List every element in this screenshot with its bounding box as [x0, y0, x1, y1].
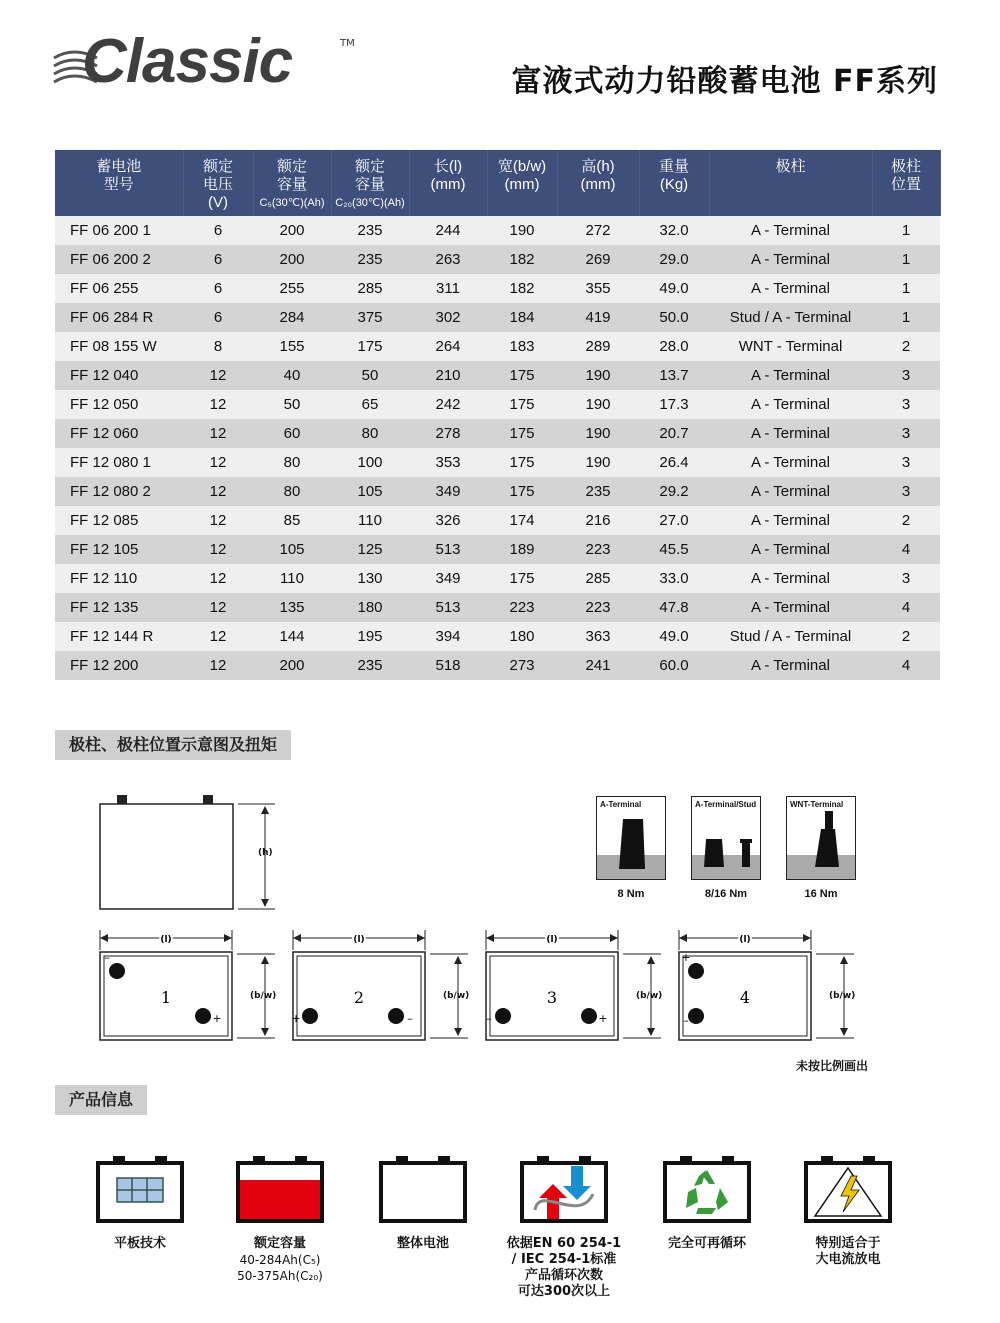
table-cell: 235: [557, 477, 639, 506]
table-row: [55, 419, 940, 448]
table-cell: 80: [253, 448, 331, 477]
section-label-terminals: 极柱、极柱位置示意图及扭矩: [55, 730, 291, 760]
header-text: 重量: [658, 158, 689, 175]
table-cell: 4: [872, 593, 940, 622]
table-row: [55, 361, 940, 390]
table-cell: 12: [183, 651, 253, 680]
table-cell: 40: [253, 361, 331, 390]
table-cell: 263: [409, 245, 487, 274]
column-header: [639, 150, 709, 216]
table-cell: 311: [409, 274, 487, 303]
brand-logo: [52, 27, 362, 96]
model-cell: FF 06 255: [55, 274, 183, 303]
table-row: [55, 564, 940, 593]
table-cell: 8: [183, 332, 253, 361]
table-cell: 353: [409, 448, 487, 477]
table-cell: 513: [409, 535, 487, 564]
plus-sign: +: [291, 1012, 301, 1025]
model-cell: FF 06 284 R: [55, 303, 183, 332]
plus-sign: +: [598, 1012, 608, 1025]
feature-flat-plate: [80, 1154, 200, 1252]
model-cell: FF 12 200: [55, 651, 183, 680]
table-cell: 27.0: [639, 506, 709, 535]
table-cell: 45.5: [639, 535, 709, 564]
table-cell: A - Terminal: [709, 419, 872, 448]
minus-sign: –: [407, 1012, 413, 1025]
table-cell: 175: [487, 477, 557, 506]
header-text: (mm): [580, 176, 616, 193]
wnt-terminal-icon: [787, 809, 855, 879]
feature-caption: 可达300次以上: [517, 1284, 611, 1299]
table-row: [55, 477, 940, 506]
table-cell: 394: [409, 622, 487, 651]
table-cell: 175: [487, 361, 557, 390]
table-cell: Stud / A - Terminal: [709, 303, 872, 332]
table-cell: 2: [872, 622, 940, 651]
table-cell: 244: [409, 216, 487, 245]
terminal-position-2: [288, 926, 473, 1050]
table-cell: 12: [183, 477, 253, 506]
table-cell: 29.2: [639, 477, 709, 506]
table-cell: 200: [253, 216, 331, 245]
table-cell: 17.3: [639, 390, 709, 419]
table-cell: A - Terminal: [709, 506, 872, 535]
header-text: (V): [208, 194, 228, 211]
model-cell: FF 12 060: [55, 419, 183, 448]
table-cell: 110: [331, 506, 409, 535]
table-cell: 210: [409, 361, 487, 390]
table-cell: 184: [487, 303, 557, 332]
table-cell: 26.4: [639, 448, 709, 477]
header-text: 额定: [276, 158, 307, 175]
feature-caption: 大电流放电: [815, 1252, 881, 1267]
recycle-icon: [662, 1154, 752, 1224]
width-dim-label: (b/w): [829, 991, 856, 1001]
table-row: [55, 622, 940, 651]
terminal-dot: [688, 1008, 704, 1024]
column-header: [709, 150, 872, 216]
table-cell: 255: [253, 274, 331, 303]
table-cell: A - Terminal: [709, 448, 872, 477]
table-cell: 273: [487, 651, 557, 680]
length-dim-label: (l): [739, 935, 751, 945]
feature-caption: 特别适合于: [815, 1236, 881, 1251]
table-cell: 85: [253, 506, 331, 535]
terminal-dot: [495, 1008, 511, 1024]
header-text: 蓄电池: [96, 158, 142, 175]
position-number: 1: [160, 988, 172, 1007]
table-cell: A - Terminal: [709, 593, 872, 622]
table-cell: 12: [183, 390, 253, 419]
table-cell: 183: [487, 332, 557, 361]
terminal-position-3: [481, 926, 666, 1050]
monobloc-icon: [378, 1154, 468, 1224]
header-text: 容量: [276, 176, 307, 193]
table-cell: A - Terminal: [709, 535, 872, 564]
flat-plate-icon: [95, 1154, 185, 1224]
table-cell: 513: [409, 593, 487, 622]
table-cell: 190: [557, 448, 639, 477]
table-cell: A - Terminal: [709, 477, 872, 506]
table-cell: 235: [331, 245, 409, 274]
table-cell: 190: [487, 216, 557, 245]
table-cell: 3: [872, 390, 940, 419]
table-cell: A - Terminal: [709, 245, 872, 274]
capacity-icon: [235, 1154, 325, 1224]
feature-subcaption: 50-375Ah(C₂₀): [237, 1269, 323, 1283]
table-cell: 12: [183, 622, 253, 651]
table-cell: 6: [183, 216, 253, 245]
table-cell: 175: [487, 419, 557, 448]
section-label-product: 产品信息: [55, 1085, 147, 1115]
table-cell: 125: [331, 535, 409, 564]
table-cell: 269: [557, 245, 639, 274]
feature-caption: 平板技术: [113, 1236, 166, 1251]
table-cell: 175: [487, 564, 557, 593]
terminal-a-stud: [691, 796, 761, 900]
table-cell: 3: [872, 477, 940, 506]
feature-subcaption: 40-284Ah(C₅): [239, 1253, 321, 1267]
position-number: 2: [353, 988, 365, 1007]
header-text: 容量: [354, 176, 385, 193]
table-cell: 12: [183, 506, 253, 535]
terminal-wnt: [786, 796, 856, 900]
table-cell: 105: [253, 535, 331, 564]
table-cell: 223: [557, 535, 639, 564]
terminal-title: WNT-Terminal: [790, 800, 844, 809]
terminal-dot: [109, 963, 125, 979]
table-cell: A - Terminal: [709, 651, 872, 680]
position-number: 4: [739, 988, 751, 1007]
table-cell: 2: [872, 506, 940, 535]
table-cell: 235: [331, 216, 409, 245]
header-text: (mm): [504, 176, 540, 193]
terminal-dot: [302, 1008, 318, 1024]
table-cell: 4: [872, 535, 940, 564]
length-dim-label: (l): [160, 935, 172, 945]
table-cell: 180: [487, 622, 557, 651]
battery-top-view: [674, 926, 859, 1046]
terminal-dot: [388, 1008, 404, 1024]
table-cell: 223: [487, 593, 557, 622]
header-text: 极柱: [890, 158, 921, 175]
column-header: [331, 150, 409, 216]
table-header-row: [55, 150, 940, 216]
header-text: 极柱: [775, 158, 806, 175]
header-text: 额定: [354, 158, 385, 175]
model-cell: FF 12 085: [55, 506, 183, 535]
column-header: [557, 150, 639, 216]
table-cell: 6: [183, 274, 253, 303]
header-text: 长(l): [433, 158, 463, 175]
table-cell: 3: [872, 448, 940, 477]
feature-recycle: [647, 1154, 767, 1252]
table-cell: 200: [253, 245, 331, 274]
table-cell: WNT - Terminal: [709, 332, 872, 361]
table-cell: 189: [487, 535, 557, 564]
table-row: [55, 593, 940, 622]
table-cell: 289: [557, 332, 639, 361]
length-dim-label: (l): [546, 935, 558, 945]
table-cell: 175: [487, 448, 557, 477]
battery-top-view: [288, 926, 473, 1046]
table-cell: A - Terminal: [709, 390, 872, 419]
table-cell: 190: [557, 390, 639, 419]
terminal-position-1: [95, 926, 280, 1050]
terminal-position-4: [674, 926, 859, 1050]
table-cell: 278: [409, 419, 487, 448]
table-cell: 12: [183, 564, 253, 593]
column-header: [487, 150, 557, 216]
trademark: TM: [340, 38, 355, 49]
table-cell: 285: [557, 564, 639, 593]
table-cell: 419: [557, 303, 639, 332]
table-cell: 349: [409, 477, 487, 506]
table-cell: 32.0: [639, 216, 709, 245]
table-cell: 285: [331, 274, 409, 303]
model-cell: FF 12 080 2: [55, 477, 183, 506]
table-cell: 242: [409, 390, 487, 419]
table-cell: 182: [487, 245, 557, 274]
model-cell: FF 12 040: [55, 361, 183, 390]
feature-caption: 产品循环次数: [524, 1268, 603, 1283]
table-cell: 12: [183, 593, 253, 622]
table-cell: 3: [872, 419, 940, 448]
table-cell: 1: [872, 245, 940, 274]
model-cell: FF 12 110: [55, 564, 183, 593]
table-cell: 175: [487, 390, 557, 419]
table-cell: 6: [183, 303, 253, 332]
plus-sign: +: [212, 1012, 222, 1025]
header-text: 位置: [890, 176, 921, 193]
table-cell: 100: [331, 448, 409, 477]
table-cell: A - Terminal: [709, 361, 872, 390]
table-cell: 49.0: [639, 622, 709, 651]
table-cell: 302: [409, 303, 487, 332]
feature-caption: 依据EN 60 254-1: [506, 1236, 622, 1251]
table-cell: 65: [331, 390, 409, 419]
table-cell: 12: [183, 419, 253, 448]
table-cell: 326: [409, 506, 487, 535]
height-dim-label: (h): [258, 848, 273, 858]
cycle-icon: [519, 1154, 609, 1224]
terminal-dot: [195, 1008, 211, 1024]
table-cell: 80: [331, 419, 409, 448]
table-cell: 175: [331, 332, 409, 361]
table-cell: 349: [409, 564, 487, 593]
feature-caption: 完全可再循环: [667, 1236, 746, 1251]
table-cell: 29.0: [639, 245, 709, 274]
header-text: 额定: [202, 158, 233, 175]
table-cell: 50: [331, 361, 409, 390]
column-header: [409, 150, 487, 216]
model-cell: FF 06 200 1: [55, 216, 183, 245]
table-cell: 3: [872, 564, 940, 593]
terminal-torque: 8 Nm: [617, 888, 645, 900]
table-cell: 3: [872, 361, 940, 390]
table-cell: 1: [872, 303, 940, 332]
table-cell: 13.7: [639, 361, 709, 390]
feature-caption: 额定容量: [253, 1236, 306, 1251]
table-cell: 518: [409, 651, 487, 680]
table-cell: 60.0: [639, 651, 709, 680]
table-cell: 130: [331, 564, 409, 593]
plus-sign: +: [681, 951, 691, 964]
width-dim-label: (b/w): [636, 991, 663, 1001]
table-cell: 174: [487, 506, 557, 535]
table-cell: 1: [872, 216, 940, 245]
table-row: [55, 506, 940, 535]
table-row: [55, 651, 940, 680]
table-cell: 20.7: [639, 419, 709, 448]
table-cell: 4: [872, 651, 940, 680]
terminal-dot: [581, 1008, 597, 1024]
feature-monobloc: [363, 1154, 483, 1252]
table-cell: 135: [253, 593, 331, 622]
terminal-torque: 8/16 Nm: [704, 888, 748, 900]
model-cell: FF 12 135: [55, 593, 183, 622]
column-header: [183, 150, 253, 216]
table-cell: 272: [557, 216, 639, 245]
feature-cycle: [504, 1154, 624, 1300]
table-cell: 2: [872, 332, 940, 361]
table-cell: 110: [253, 564, 331, 593]
brand-name: Classic: [82, 27, 293, 96]
table-cell: 28.0: [639, 332, 709, 361]
feature-high-current: [788, 1154, 908, 1268]
minus-sign: –: [104, 951, 110, 964]
table-row: [55, 390, 940, 419]
terminal-a: [596, 796, 666, 900]
minus-sign: –: [683, 1014, 689, 1027]
header-text: 高(h): [581, 158, 615, 175]
header-text: 宽(b/w): [497, 158, 547, 175]
terminal-title: A-Terminal/Stud: [695, 800, 757, 809]
terminal-torque: 16 Nm: [804, 888, 838, 900]
battery-top-view: [481, 926, 666, 1046]
table-cell: 12: [183, 361, 253, 390]
table-row: [55, 245, 940, 274]
table-row: [55, 535, 940, 564]
header-text: 电压: [202, 176, 233, 193]
table-cell: 50.0: [639, 303, 709, 332]
high-current-icon: [803, 1154, 893, 1224]
table-cell: 1: [872, 274, 940, 303]
model-cell: FF 08 155 W: [55, 332, 183, 361]
feature-caption: / IEC 254-1标准: [511, 1252, 617, 1267]
table-row: [55, 448, 940, 477]
table-cell: 216: [557, 506, 639, 535]
table-cell: 264: [409, 332, 487, 361]
table-cell: 47.8: [639, 593, 709, 622]
model-cell: FF 12 144 R: [55, 622, 183, 651]
model-cell: FF 12 105: [55, 535, 183, 564]
table-row: [55, 274, 940, 303]
table-cell: A - Terminal: [709, 274, 872, 303]
position-number: 3: [546, 988, 558, 1007]
terminal-dot: [688, 963, 704, 979]
table-row: [55, 332, 940, 361]
table-cell: 12: [183, 535, 253, 564]
column-header: [55, 150, 183, 216]
table-cell: 80: [253, 477, 331, 506]
table-cell: 190: [557, 361, 639, 390]
width-dim-label: (b/w): [443, 991, 470, 1001]
table-cell: 284: [253, 303, 331, 332]
table-cell: 49.0: [639, 274, 709, 303]
table-cell: 180: [331, 593, 409, 622]
length-dim-label: (l): [353, 935, 365, 945]
table-cell: 190: [557, 419, 639, 448]
table-cell: 355: [557, 274, 639, 303]
table-cell: 241: [557, 651, 639, 680]
header-text: C₂₀(30℃)(Ah): [335, 197, 405, 209]
minus-sign: –: [486, 1012, 492, 1025]
table-cell: 155: [253, 332, 331, 361]
feature-capacity: [220, 1154, 340, 1284]
page-title: 富液式动力铅酸蓄电池 FF系列: [511, 64, 938, 99]
scale-note: 未按比例画出: [796, 1059, 869, 1073]
battery-top-view: [95, 926, 280, 1046]
table-cell: 144: [253, 622, 331, 651]
table-cell: 235: [331, 651, 409, 680]
battery-side-view: [95, 790, 285, 920]
header-text: C₅(30℃)(Ah): [259, 197, 325, 209]
table-cell: 105: [331, 477, 409, 506]
column-header: [872, 150, 940, 216]
a-terminal-icon: [597, 809, 665, 879]
width-dim-label: (b/w): [250, 991, 277, 1001]
model-cell: FF 06 200 2: [55, 245, 183, 274]
table-cell: 12: [183, 448, 253, 477]
table-cell: 50: [253, 390, 331, 419]
a-terminal-stud-icon: [692, 809, 760, 879]
table-cell: 223: [557, 593, 639, 622]
header-text: (mm): [430, 176, 466, 193]
table-cell: A - Terminal: [709, 564, 872, 593]
model-cell: FF 12 050: [55, 390, 183, 419]
terminal-title: A-Terminal: [600, 800, 642, 809]
header-text: (Kg): [659, 176, 689, 193]
table-cell: 6: [183, 245, 253, 274]
table-cell: 375: [331, 303, 409, 332]
table-cell: 182: [487, 274, 557, 303]
table-row: [55, 303, 940, 332]
table-cell: 60: [253, 419, 331, 448]
table-cell: Stud / A - Terminal: [709, 622, 872, 651]
model-cell: FF 12 080 1: [55, 448, 183, 477]
spec-table: [55, 150, 941, 680]
feature-caption: 整体电池: [396, 1236, 449, 1251]
table-cell: 363: [557, 622, 639, 651]
table-cell: 200: [253, 651, 331, 680]
table-cell: 33.0: [639, 564, 709, 593]
table-row: [55, 216, 940, 245]
column-header: [253, 150, 331, 216]
table-cell: 195: [331, 622, 409, 651]
header-text: 型号: [103, 176, 134, 193]
table-cell: A - Terminal: [709, 216, 872, 245]
